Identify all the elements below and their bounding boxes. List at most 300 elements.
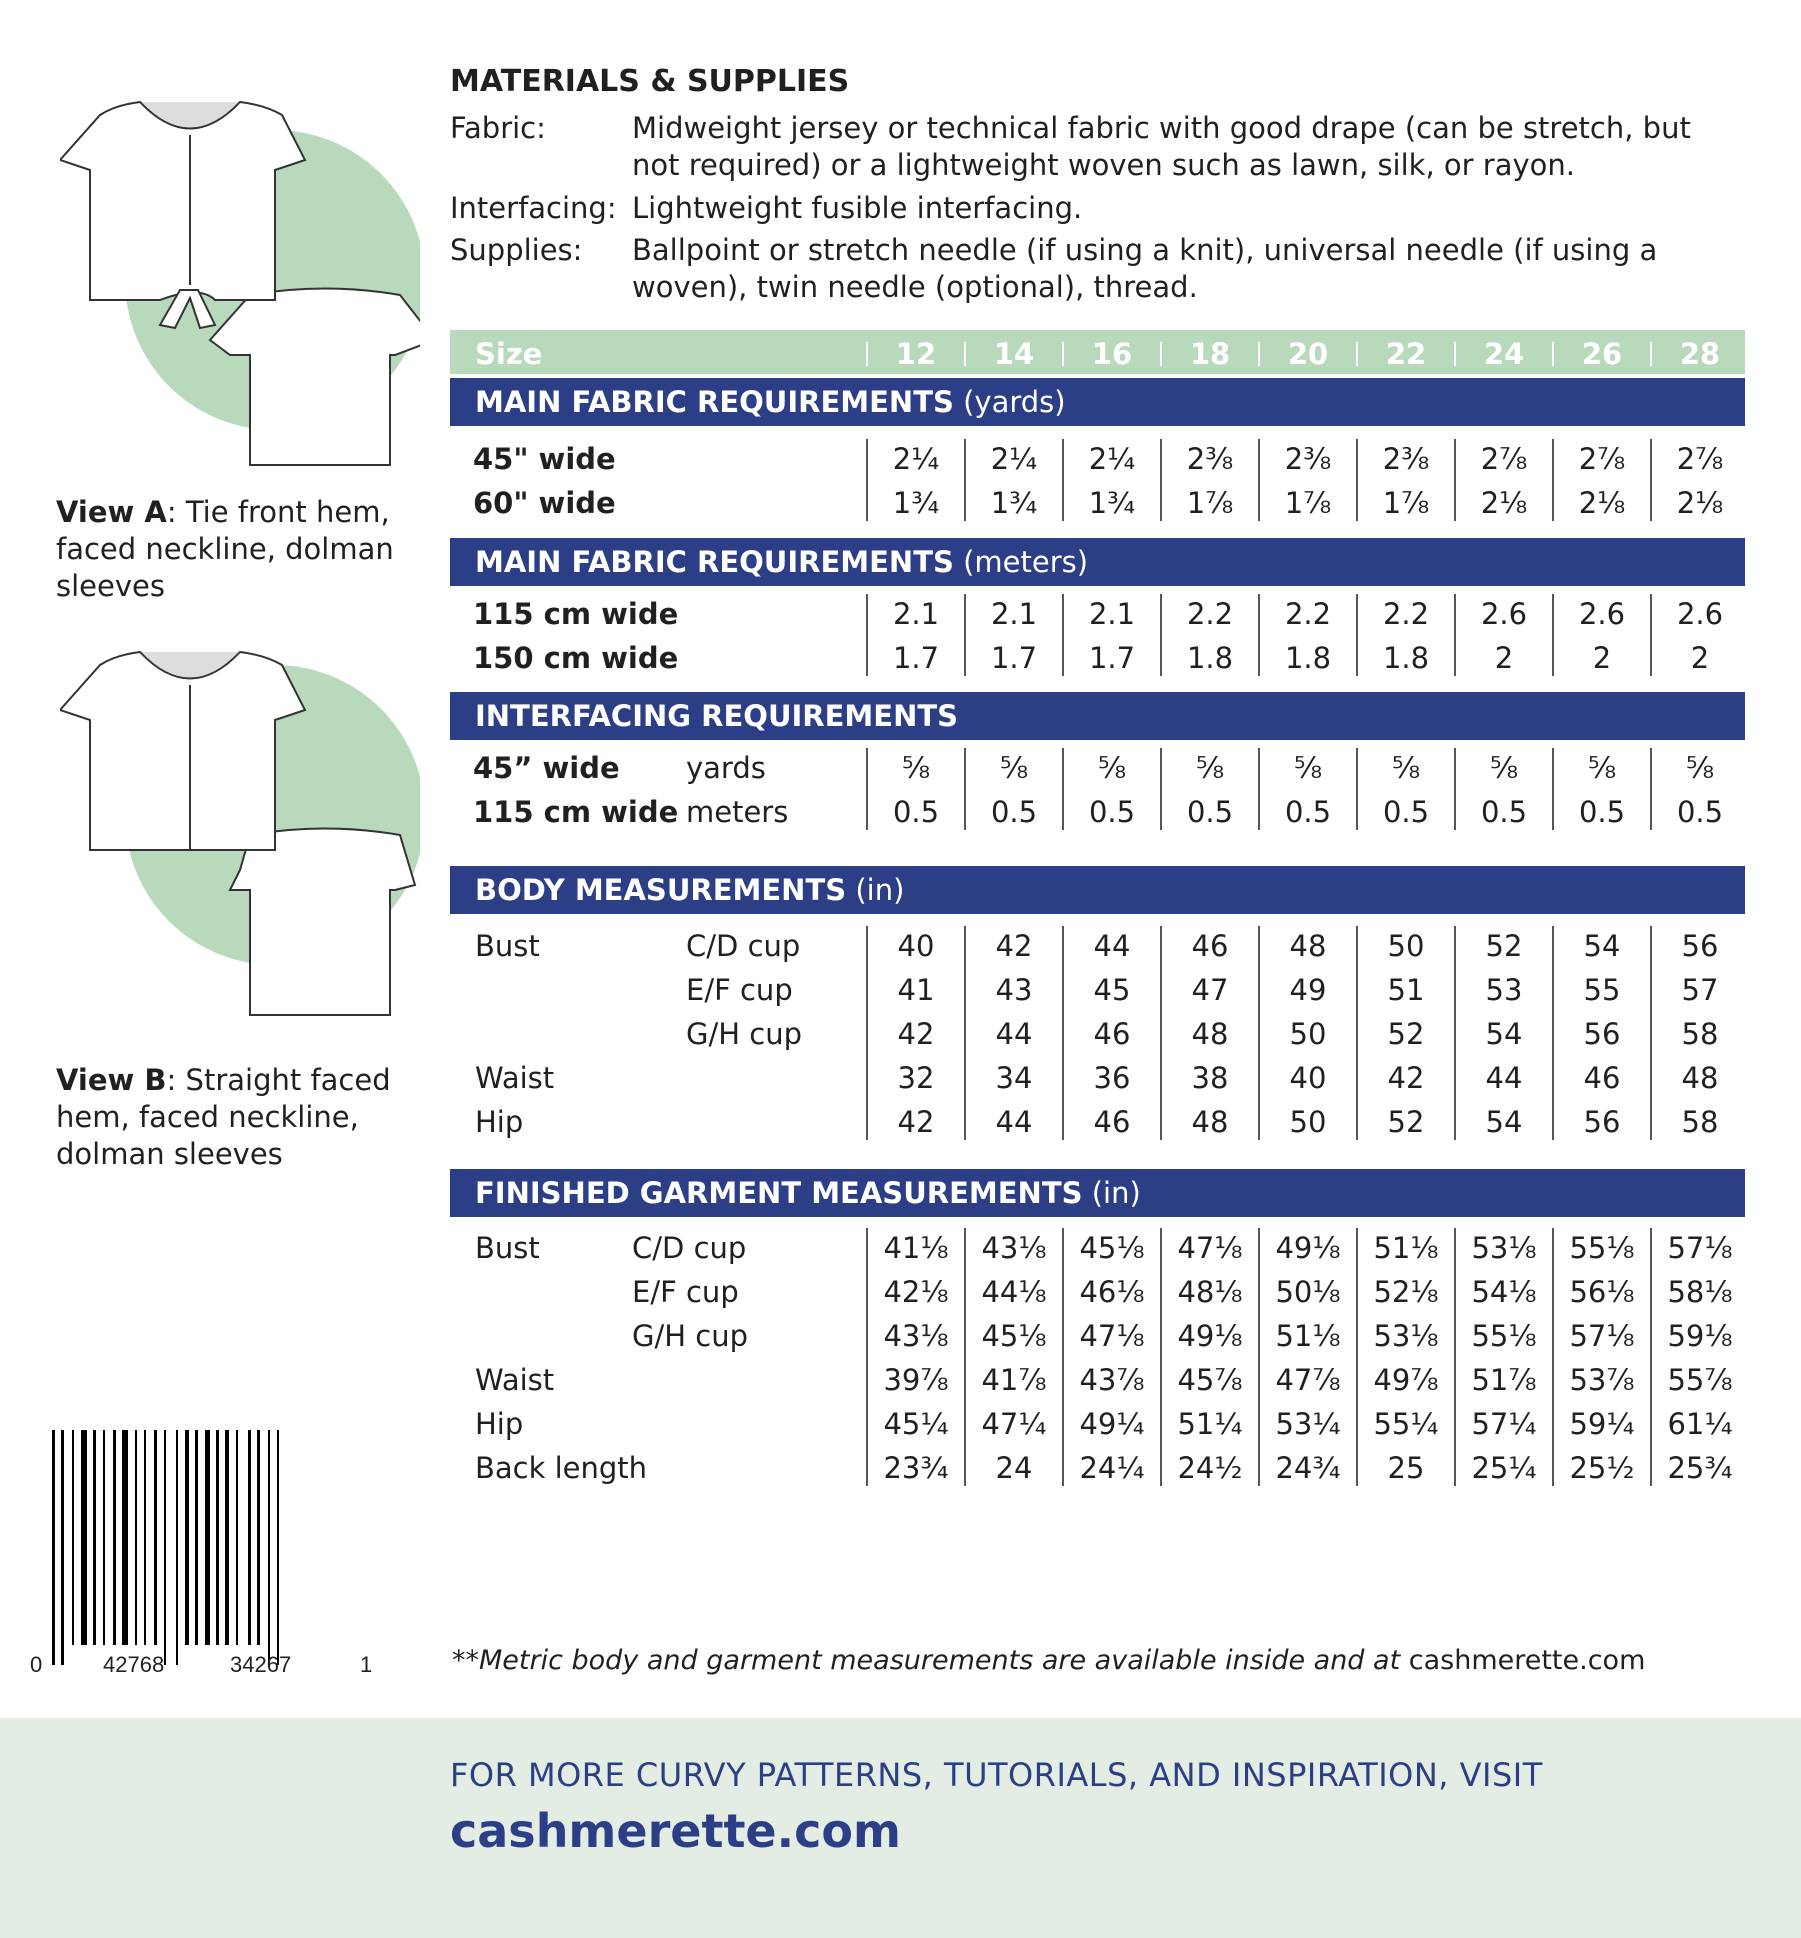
finished-value: 53⅛ — [1471, 1231, 1537, 1265]
body-value: 52 — [1387, 1017, 1425, 1051]
finished-column-separator — [1258, 1228, 1260, 1486]
main_meters-value: 2.6 — [1676, 597, 1724, 631]
interfacing-value: 0.5 — [990, 795, 1038, 829]
main_yards-value: 2¼ — [990, 442, 1038, 476]
main_meters-value: 2.1 — [990, 597, 1038, 631]
body-title: BODY MEASUREMENTS — [475, 873, 847, 907]
main_meters-value: 2.1 — [892, 597, 940, 631]
materials-supplies-label: Supplies: — [450, 233, 583, 267]
interfacing-column-separator — [1062, 748, 1064, 830]
barcode-digit-2: 34267 — [230, 1652, 292, 1677]
finished-row-label: Hip — [475, 1407, 524, 1441]
size-value: 26 — [1581, 337, 1623, 371]
finished-column-separator — [1062, 1228, 1064, 1486]
finished-row-label: Back length — [475, 1451, 648, 1485]
finished-value: 25 — [1387, 1451, 1425, 1485]
materials-title: MATERIALS & SUPPLIES — [450, 64, 850, 99]
interfacing-value: 0.5 — [1088, 795, 1136, 829]
main_yards-row-label: 60" wide — [473, 486, 616, 520]
metric-note — [452, 1645, 1645, 1676]
barcode-bar — [277, 1430, 279, 1665]
view-b-caption — [56, 1062, 416, 1173]
view-b-text: : Straight faced hem, faced neckline, dolman sleeves — [56, 1063, 391, 1171]
body-value: 53 — [1485, 973, 1523, 1007]
main_yards-value: 2⅞ — [1578, 442, 1626, 476]
metric-note-italic: **Metric body and garment measurements are available inside and at — [452, 1645, 1409, 1676]
finished-value: 45⅛ — [1079, 1231, 1145, 1265]
body-value: 54 — [1485, 1105, 1523, 1139]
size-separator — [964, 342, 966, 366]
finished-column-separator — [1160, 1228, 1162, 1486]
finished-column-separator — [1650, 1228, 1652, 1486]
finished-column-separator — [1454, 1228, 1456, 1486]
finished-row-sublabel: E/F cup — [632, 1275, 739, 1309]
body-value: 42 — [897, 1105, 935, 1139]
main_meters-column-separator — [964, 594, 966, 676]
size-value: 22 — [1385, 337, 1427, 371]
body-row-sublabel: C/D cup — [686, 929, 801, 963]
body-value: 48 — [1289, 929, 1327, 963]
finished-title: FINISHED GARMENT MEASUREMENTS — [475, 1176, 1083, 1210]
finished-value: 50⅛ — [1275, 1275, 1341, 1309]
body-row-sublabel: E/F cup — [686, 973, 793, 1007]
size-value: 16 — [1091, 337, 1133, 371]
main_yards-value: 1¾ — [1088, 486, 1136, 520]
interfacing-column-separator — [1552, 748, 1554, 830]
finished-value: 24¾ — [1275, 1451, 1341, 1485]
interfacing-column-separator — [1650, 748, 1652, 830]
main-meters-unit: (meters) — [963, 545, 1089, 579]
finished-column-separator — [1356, 1228, 1358, 1486]
finished-value: 47⅞ — [1275, 1363, 1341, 1397]
view-b-illustration — [60, 650, 420, 1030]
size-value: 24 — [1483, 337, 1525, 371]
body-value: 56 — [1583, 1105, 1621, 1139]
body-value: 42 — [995, 929, 1033, 963]
body-value: 57 — [1681, 973, 1719, 1007]
size-value: 28 — [1679, 337, 1721, 371]
finished-value: 57⅛ — [1569, 1319, 1635, 1353]
interfacing-row-label: 115 cm wide — [473, 795, 679, 829]
finished-value: 49⅛ — [1177, 1319, 1243, 1353]
body-row-label: Waist — [475, 1061, 555, 1095]
main_yards-value: 2¼ — [1088, 442, 1136, 476]
interfacing-value: ⅝ — [1391, 751, 1421, 785]
main_meters-value: 2.6 — [1480, 597, 1528, 631]
barcode-bar — [72, 1430, 74, 1645]
main_meters-column-separator — [1552, 594, 1554, 676]
finished-value: 47¼ — [981, 1407, 1047, 1441]
barcode-bar — [268, 1430, 270, 1665]
body-value: 54 — [1485, 1017, 1523, 1051]
body-unit: (in) — [855, 873, 905, 907]
interfacing-value: 0.5 — [892, 795, 940, 829]
main_meters-value: 1.8 — [1382, 641, 1430, 675]
finished-value: 43⅛ — [883, 1319, 949, 1353]
finished-value: 52⅛ — [1373, 1275, 1439, 1309]
barcode-digit-3: 1 — [360, 1652, 373, 1677]
finished-value: 23¾ — [883, 1451, 949, 1485]
body-value: 52 — [1485, 929, 1523, 963]
interfacing-title: INTERFACING REQUIREMENTS — [475, 699, 959, 733]
interfacing-row-sublabel: yards — [686, 751, 766, 785]
main-meters-title: MAIN FABRIC REQUIREMENTS — [475, 545, 954, 579]
finished-value: 45⅞ — [1177, 1363, 1243, 1397]
body-value: 47 — [1191, 973, 1229, 1007]
finished-value: 43⅛ — [981, 1231, 1047, 1265]
main_meters-value: 2.6 — [1578, 597, 1626, 631]
interfacing-value: 0.5 — [1284, 795, 1332, 829]
main_meters-value: 2 — [1494, 641, 1514, 675]
finished-value: 39⅞ — [883, 1363, 949, 1397]
finished-value: 57¼ — [1471, 1407, 1537, 1441]
interfacing-column-separator — [964, 748, 966, 830]
materials-interfacing-label: Interfacing: — [450, 191, 617, 225]
barcode-bar — [103, 1430, 105, 1645]
finished-row-label: Waist — [475, 1363, 555, 1397]
finished-value: 48⅛ — [1177, 1275, 1243, 1309]
barcode-bar — [144, 1430, 146, 1645]
main-meters-header — [450, 538, 1745, 586]
body-value: 44 — [995, 1017, 1033, 1051]
size-separator — [866, 342, 868, 366]
barcode-bar — [205, 1430, 210, 1645]
body-column-separator — [1062, 926, 1064, 1140]
body-value: 44 — [1485, 1061, 1523, 1095]
body-value: 56 — [1583, 1017, 1621, 1051]
main_meters-value: 2.2 — [1284, 597, 1332, 631]
body-value: 58 — [1681, 1105, 1719, 1139]
finished-value: 49¼ — [1079, 1407, 1145, 1441]
body-column-separator — [1552, 926, 1554, 1140]
materials-interfacing-text: Lightweight fusible interfacing. — [632, 191, 1083, 225]
finished-value: 44⅛ — [981, 1275, 1047, 1309]
body-row-label: Bust — [475, 929, 540, 963]
body-column-separator — [1160, 926, 1162, 1140]
barcode-bar — [236, 1430, 238, 1645]
main_meters-column-separator — [1454, 594, 1456, 676]
view-a-front-shirt — [60, 102, 305, 328]
barcode-bar — [164, 1430, 166, 1665]
interfacing-value: 0.5 — [1186, 795, 1234, 829]
view-b-front-shirt — [60, 652, 305, 850]
main_yards-column-separator — [1552, 439, 1554, 521]
main_meters-value: 1.7 — [892, 641, 940, 675]
finished-value: 45⅛ — [981, 1319, 1047, 1353]
main_yards-row-label: 45" wide — [473, 442, 616, 476]
barcode-bar — [225, 1430, 229, 1645]
interfacing-column-separator — [1160, 748, 1162, 830]
main_meters-column-separator — [1062, 594, 1064, 676]
body-value: 50 — [1289, 1017, 1327, 1051]
main_meters-value: 2.2 — [1186, 597, 1234, 631]
barcode-bar — [195, 1430, 198, 1645]
main_yards-column-separator — [866, 439, 868, 521]
main_yards-value: 2⅜ — [1186, 442, 1234, 476]
main_meters-value: 2.1 — [1088, 597, 1136, 631]
body-value: 45 — [1093, 973, 1131, 1007]
interfacing-value: ⅝ — [1587, 751, 1617, 785]
body-value: 58 — [1681, 1017, 1719, 1051]
main_yards-column-separator — [1650, 439, 1652, 521]
finished-value: 59¼ — [1569, 1407, 1635, 1441]
size-separator — [1552, 342, 1554, 366]
finished-value: 55⅛ — [1569, 1231, 1635, 1265]
barcode-bar — [52, 1430, 55, 1665]
finished-row-label: Bust — [475, 1231, 540, 1265]
size-separator — [1160, 342, 1162, 366]
finished-unit: (in) — [1091, 1176, 1141, 1210]
finished-value: 24 — [995, 1451, 1033, 1485]
barcode-digit-1: 42768 — [103, 1652, 165, 1677]
main_meters-value: 2 — [1690, 641, 1710, 675]
barcode-bar — [61, 1430, 64, 1665]
body-value: 48 — [1191, 1105, 1229, 1139]
interfacing-header — [450, 692, 1745, 740]
size-separator — [1258, 342, 1260, 366]
main_meters-column-separator — [1356, 594, 1358, 676]
size-separator — [1650, 342, 1652, 366]
body-value: 46 — [1093, 1105, 1131, 1139]
barcode-bar — [122, 1430, 128, 1645]
materials-fabric-row — [450, 110, 1750, 190]
main_meters-value: 1.8 — [1186, 641, 1234, 675]
interfacing-value: 0.5 — [1382, 795, 1430, 829]
body-value: 54 — [1583, 929, 1621, 963]
view-b-label: View B — [56, 1063, 167, 1097]
main_yards-value: 2⅞ — [1480, 442, 1528, 476]
body-column-separator — [1454, 926, 1456, 1140]
body-value: 50 — [1387, 929, 1425, 963]
main_meters-row-label: 115 cm wide — [473, 597, 679, 631]
barcode-digit-0: 0 — [30, 1652, 43, 1677]
finished-value: 51⅞ — [1471, 1363, 1537, 1397]
barcode-bar — [257, 1430, 260, 1645]
main_meters-value: 2 — [1592, 641, 1612, 675]
main_yards-value: 2¼ — [892, 442, 940, 476]
body-value: 42 — [1387, 1061, 1425, 1095]
size-value: 18 — [1189, 337, 1231, 371]
size-label: Size — [475, 337, 543, 371]
barcode-bar — [216, 1430, 219, 1645]
interfacing-column-separator — [1454, 748, 1456, 830]
finished-column-separator — [1552, 1228, 1554, 1486]
body-value: 44 — [995, 1105, 1033, 1139]
size-separator — [1062, 342, 1064, 366]
main_meters-value: 1.8 — [1284, 641, 1332, 675]
finished-value: 45¼ — [883, 1407, 949, 1441]
barcode-bar — [185, 1430, 189, 1645]
main_yards-column-separator — [964, 439, 966, 521]
main_meters-column-separator — [866, 594, 868, 676]
main_yards-column-separator — [1062, 439, 1064, 521]
body-row-label: Hip — [475, 1105, 524, 1139]
interfacing-value: ⅝ — [1293, 751, 1323, 785]
finished-value: 58⅛ — [1667, 1275, 1733, 1309]
main_meters-value: 2.2 — [1382, 597, 1430, 631]
finished-column-separator — [964, 1228, 966, 1486]
finished-value: 47⅛ — [1177, 1231, 1243, 1265]
footer-tagline: FOR MORE CURVY PATTERNS, TUTORIALS, AND INSPIRATION, VISIT — [450, 1756, 1543, 1794]
materials-supplies-row — [450, 232, 1750, 312]
finished-value: 61¼ — [1667, 1407, 1733, 1441]
finished-value: 55¼ — [1373, 1407, 1439, 1441]
main_yards-value: 2⅛ — [1578, 486, 1626, 520]
main_yards-column-separator — [1160, 439, 1162, 521]
finished-value: 46⅛ — [1079, 1275, 1145, 1309]
body-value: 41 — [897, 973, 935, 1007]
finished-header — [450, 1169, 1745, 1217]
body-value: 43 — [995, 973, 1033, 1007]
barcode — [52, 1430, 362, 1670]
finished-column-separator — [866, 1228, 868, 1486]
main-yards-header — [450, 378, 1745, 426]
interfacing-row-sublabel: meters — [686, 795, 789, 829]
main_yards-value: 2⅛ — [1480, 486, 1528, 520]
finished-value: 55⅛ — [1471, 1319, 1537, 1353]
body-column-separator — [1356, 926, 1358, 1140]
view-a-label: View A — [56, 495, 167, 529]
interfacing-value: ⅝ — [1097, 751, 1127, 785]
body-column-separator — [866, 926, 868, 1140]
body-value: 36 — [1093, 1061, 1131, 1095]
view-b-back-shirt — [230, 829, 415, 1016]
body-value: 51 — [1387, 973, 1425, 1007]
main_yards-value: 2⅛ — [1676, 486, 1724, 520]
view-a-text: : Tie front hem, faced neckline, dolman sleeves — [56, 495, 394, 603]
main_yards-value: 2⅜ — [1284, 442, 1332, 476]
barcode-bar — [81, 1430, 87, 1645]
finished-value: 25½ — [1569, 1451, 1635, 1485]
main_yards-column-separator — [1454, 439, 1456, 521]
body-value: 40 — [1289, 1061, 1327, 1095]
body-value: 55 — [1583, 973, 1621, 1007]
interfacing-column-separator — [866, 748, 868, 830]
size-separator — [1454, 342, 1456, 366]
barcode-bar — [176, 1430, 178, 1665]
finished-value: 43⅞ — [1079, 1363, 1145, 1397]
main_meters-column-separator — [1258, 594, 1260, 676]
view-a-caption — [56, 494, 416, 605]
metric-note-link[interactable]: cashmerette.com — [1408, 1645, 1646, 1676]
main_yards-value: 2⅞ — [1676, 442, 1724, 476]
finished-value: 47⅛ — [1079, 1319, 1145, 1353]
body-value: 42 — [897, 1017, 935, 1051]
barcode-bar — [135, 1430, 137, 1645]
barcode-bar — [248, 1430, 251, 1645]
interfacing-value: ⅝ — [1685, 751, 1715, 785]
body-value: 46 — [1093, 1017, 1131, 1051]
materials-fabric-text: Midweight jersey or technical fabric with good drape (can be stretch, but not required) or a lightweight woven such as lawn, silk, or rayon. — [632, 111, 1691, 182]
interfacing-value: ⅝ — [1195, 751, 1225, 785]
size-value: 14 — [993, 337, 1035, 371]
footer-banner — [0, 1718, 1801, 1938]
main_meters-column-separator — [1650, 594, 1652, 676]
finished-value: 51⅛ — [1373, 1231, 1439, 1265]
main_meters-row-label: 150 cm wide — [473, 641, 679, 675]
body-value: 49 — [1289, 973, 1327, 1007]
finished-row-sublabel: C/D cup — [632, 1231, 747, 1265]
main_meters-value: 1.7 — [1088, 641, 1136, 675]
size-value: 12 — [895, 337, 937, 371]
body-value: 46 — [1583, 1061, 1621, 1095]
body-value: 34 — [995, 1061, 1033, 1095]
body-value: 40 — [897, 929, 935, 963]
footer-website-link[interactable]: cashmerette.com — [450, 1804, 901, 1858]
body-value: 44 — [1093, 929, 1131, 963]
finished-value: 53⅛ — [1373, 1319, 1439, 1353]
finished-value: 41⅛ — [883, 1231, 949, 1265]
main_yards-value: 1⅞ — [1382, 486, 1430, 520]
body-value: 52 — [1387, 1105, 1425, 1139]
body-value: 56 — [1681, 929, 1719, 963]
body-header — [450, 866, 1745, 914]
interfacing-value: ⅝ — [901, 751, 931, 785]
materials-supplies-text: Ballpoint or stretch needle (if using a knit), universal needle (if using a woven), twin needle (optional), thread. — [632, 233, 1658, 304]
finished-value: 49⅛ — [1275, 1231, 1341, 1265]
finished-value: 25¼ — [1471, 1451, 1537, 1485]
body-column-separator — [1258, 926, 1260, 1140]
body-value: 38 — [1191, 1061, 1229, 1095]
finished-value: 56⅛ — [1569, 1275, 1635, 1309]
finished-value: 24½ — [1177, 1451, 1243, 1485]
finished-value: 59⅛ — [1667, 1319, 1733, 1353]
finished-row-sublabel: G/H cup — [632, 1319, 748, 1353]
size-value: 20 — [1287, 337, 1329, 371]
body-row-sublabel: G/H cup — [686, 1017, 802, 1051]
body-value: 32 — [897, 1061, 935, 1095]
interfacing-value: 0.5 — [1480, 795, 1528, 829]
main_yards-value: 1⅞ — [1186, 486, 1234, 520]
finished-value: 51¼ — [1177, 1407, 1243, 1441]
interfacing-column-separator — [1258, 748, 1260, 830]
body-value: 48 — [1191, 1017, 1229, 1051]
body-column-separator — [964, 926, 966, 1140]
main-yards-title: MAIN FABRIC REQUIREMENTS — [475, 385, 954, 419]
size-separator — [1356, 342, 1358, 366]
finished-value: 57⅛ — [1667, 1231, 1733, 1265]
main_yards-value: 1¾ — [990, 486, 1038, 520]
finished-value: 55⅞ — [1667, 1363, 1733, 1397]
main_meters-value: 1.7 — [990, 641, 1038, 675]
main_meters-column-separator — [1160, 594, 1162, 676]
materials-fabric-label: Fabric: — [450, 111, 546, 145]
main_yards-column-separator — [1258, 439, 1260, 521]
main_yards-value: 1⅞ — [1284, 486, 1332, 520]
interfacing-column-separator — [1356, 748, 1358, 830]
main_yards-column-separator — [1356, 439, 1358, 521]
interfacing-value: 0.5 — [1676, 795, 1724, 829]
finished-value: 25¾ — [1667, 1451, 1733, 1485]
interfacing-value: 0.5 — [1578, 795, 1626, 829]
body-value: 48 — [1681, 1061, 1719, 1095]
finished-value: 24¼ — [1079, 1451, 1145, 1485]
interfacing-row-label: 45” wide — [473, 751, 620, 785]
interfacing-value: ⅝ — [999, 751, 1029, 785]
finished-value: 53⅞ — [1569, 1363, 1635, 1397]
barcode-bar — [113, 1430, 116, 1645]
materials-interfacing-row — [450, 190, 1750, 230]
barcode-bar — [154, 1430, 157, 1645]
main_yards-value: 1¾ — [892, 486, 940, 520]
finished-value: 54⅛ — [1471, 1275, 1537, 1309]
finished-value: 42⅛ — [883, 1275, 949, 1309]
body-value: 50 — [1289, 1105, 1327, 1139]
finished-value: 49⅞ — [1373, 1363, 1439, 1397]
main-yards-unit: (yards) — [963, 385, 1066, 419]
body-column-separator — [1650, 926, 1652, 1140]
main_yards-value: 2⅜ — [1382, 442, 1430, 476]
